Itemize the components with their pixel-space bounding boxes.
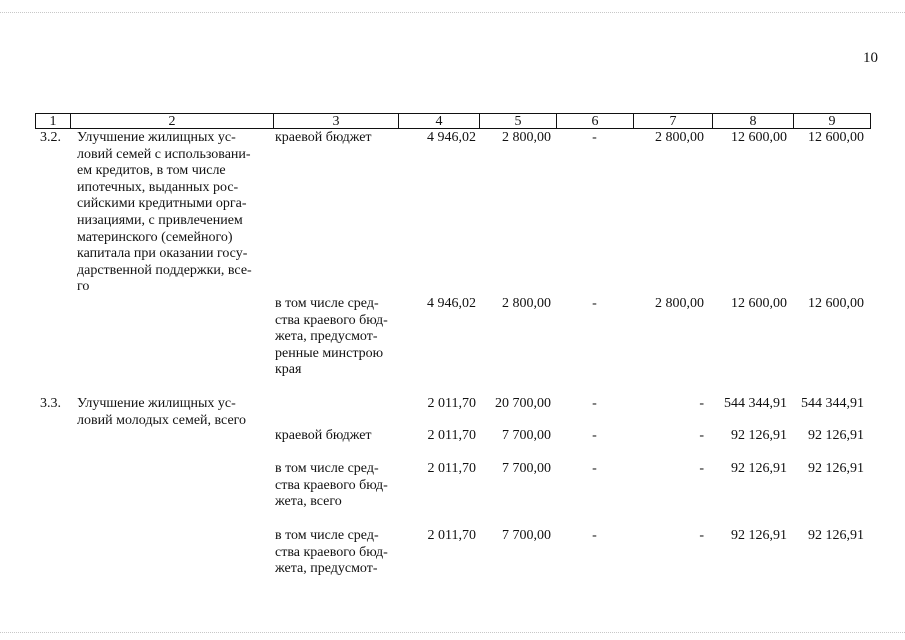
amount-v8: 92 126,91 xyxy=(731,428,787,443)
amount-v9: 12 600,00 xyxy=(808,296,864,311)
funding-source-line: ства краевого бюд- xyxy=(275,544,388,560)
amount-v8: 12 600,00 xyxy=(731,296,787,311)
column-header-7: 7 xyxy=(633,113,712,129)
amount-v6: - xyxy=(592,428,597,443)
row-description-line: низациями, с привлечением xyxy=(77,213,243,228)
funding-source-line: в том числе сред- xyxy=(275,528,379,543)
column-header-4: 4 xyxy=(398,113,479,129)
amount-v4: 2 011,70 xyxy=(427,461,476,476)
amount-v8: 544 344,91 xyxy=(724,396,787,411)
column-header-6: 6 xyxy=(556,113,633,129)
funding-source-line: ства краевого бюд- xyxy=(275,477,388,493)
amount-v9: 12 600,00 xyxy=(808,130,864,145)
amount-v5: 7 700,00 xyxy=(502,461,551,476)
scan-artifact-top xyxy=(0,12,905,13)
row-number: 3.2. xyxy=(40,130,61,145)
amount-v8: 12 600,00 xyxy=(731,130,787,145)
amount-v5: 7 700,00 xyxy=(502,428,551,443)
funding-source-line: края xyxy=(275,362,302,378)
column-header-2: 2 xyxy=(70,113,273,129)
amount-v7: - xyxy=(699,461,704,476)
row-description-line: сийскими кредитными орга- xyxy=(77,196,247,212)
column-header-9: 9 xyxy=(793,113,871,129)
amount-v9: 92 126,91 xyxy=(808,461,864,476)
amount-v8: 92 126,91 xyxy=(731,528,787,543)
row-number: 3.3. xyxy=(40,396,61,411)
scan-artifact-bottom xyxy=(0,632,905,633)
row-description-line: Улучшение жилищных ус- xyxy=(77,396,236,411)
amount-v4: 2 011,70 xyxy=(427,396,476,411)
column-header-1: 1 xyxy=(35,113,70,129)
amount-v9: 92 126,91 xyxy=(808,528,864,543)
row-description-line: материнского (семейного) xyxy=(77,229,233,245)
amount-v6: - xyxy=(592,296,597,311)
amount-v8: 92 126,91 xyxy=(731,461,787,476)
row-description-line: ем кредитов, в том числе xyxy=(77,163,226,179)
amount-v9: 92 126,91 xyxy=(808,428,864,443)
amount-v4: 2 011,70 xyxy=(427,428,476,443)
amount-v5: 7 700,00 xyxy=(502,528,551,543)
funding-source-line: жета, предусмот- xyxy=(275,329,378,345)
column-header-8: 8 xyxy=(712,113,793,129)
column-header-5: 5 xyxy=(479,113,556,129)
funding-source-line: в том числе сред- xyxy=(275,461,379,476)
funding-source-line: жета, предусмот- xyxy=(275,561,378,577)
amount-v7: - xyxy=(699,528,704,543)
amount-v4: 4 946,02 xyxy=(427,130,476,145)
amount-v7: 2 800,00 xyxy=(655,296,704,311)
row-description-line: ловий молодых семей, всего xyxy=(77,412,247,428)
amount-v5: 2 800,00 xyxy=(502,130,551,145)
row-description-line: ловий семей с использовани- xyxy=(77,146,251,162)
funding-source-line: ства краевого бюд- xyxy=(275,312,388,328)
row-description-line: Улучшение жилищных ус- xyxy=(77,130,236,145)
amount-v6: - xyxy=(592,461,597,476)
amount-v7: - xyxy=(699,428,704,443)
row-description-line: капитала при оказании госу- xyxy=(77,246,248,262)
column-header-3: 3 xyxy=(273,113,398,129)
amount-v9: 544 344,91 xyxy=(801,396,864,411)
amount-v6: - xyxy=(592,396,597,411)
amount-v7: 2 800,00 xyxy=(655,130,704,145)
row-description-line: ипотечных, выданных рос- xyxy=(77,179,239,195)
amount-v5: 20 700,00 xyxy=(495,396,551,411)
amount-v4: 2 011,70 xyxy=(427,528,476,543)
row-description-line: дарственной поддержки, все- xyxy=(77,262,252,278)
amount-v6: - xyxy=(592,528,597,543)
funding-source-line: краевой бюджет xyxy=(275,130,372,145)
row-description-line: го xyxy=(77,279,90,295)
page-number: 10 xyxy=(863,50,878,66)
amount-v7: - xyxy=(699,396,704,411)
amount-v4: 4 946,02 xyxy=(427,296,476,311)
amount-v5: 2 800,00 xyxy=(502,296,551,311)
funding-source-line: жета, всего xyxy=(275,494,342,510)
funding-source-line: ренные минстрою xyxy=(275,345,384,361)
funding-source-line: краевой бюджет xyxy=(275,428,372,443)
amount-v6: - xyxy=(592,130,597,145)
funding-source-line: в том числе сред- xyxy=(275,296,379,311)
